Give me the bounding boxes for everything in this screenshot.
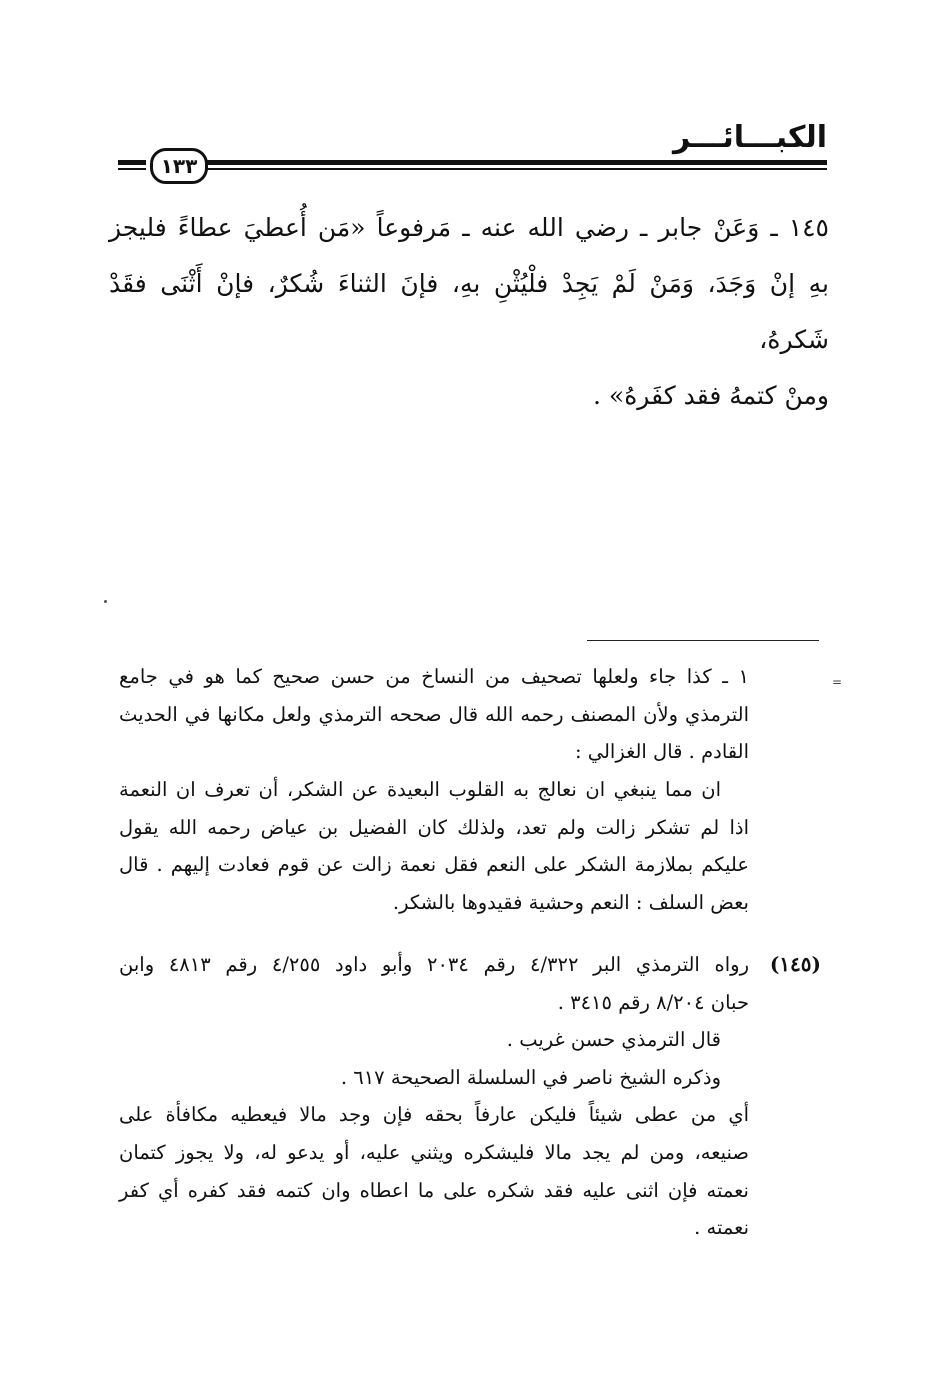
footnote-line: حبان ٨/٢٠٤ رقم ٣٤١٥ . xyxy=(557,990,749,1014)
footnote-separator xyxy=(587,640,819,641)
footnote-line: نعمته فإن اثنى عليه فقد شكره على ما اعطاه وان كتمه فقد كفره أي كفر xyxy=(119,1178,749,1202)
page-number-badge: ١٣٣ xyxy=(150,148,208,184)
footnote-line: عليكم بملازمة الشكر على النعم فقل نعمة زالت عن قوم فعادت إليهم . قال xyxy=(119,853,749,877)
footnote-line: ان مما ينبغي ان نعالج به القلوب البعيدة عن الشكر، أن تعرف ان النعمة xyxy=(119,778,721,801)
header-rule xyxy=(205,160,827,170)
footnote-line: نعمته . xyxy=(694,1216,749,1240)
hadith-line: ١٤٥ ـ وَعَنْ جابر ـ رضي الله عنه ـ مَرفوعاً «مَن أُعطيَ عطاءً فليجز xyxy=(109,213,829,242)
stray-dot xyxy=(104,600,107,603)
ghazali-quote xyxy=(119,771,749,921)
footnote-line: أي من عطى شيئاً فليكن عارفاً بحقه فإن وجد مالا فيعطيه مكافأة على xyxy=(119,1103,749,1127)
footnote-line: القادم . قال الغزالي : xyxy=(574,740,749,764)
footnote-line: اذا لم تشكر زالت ولم تعد، ولذلك كان الفضيل بن عياض رحمه الله يقول xyxy=(119,815,749,839)
footnote-line: رواه الترمذي البر ٤/٣٢٢ رقم ٢٠٣٤ وأبو داود ٤/٢٥٥ رقم ٤٨١٣ وابن xyxy=(119,953,749,976)
footnote-145 xyxy=(119,946,749,1247)
footnote-line: قال الترمذي حسن غريب . xyxy=(506,1028,721,1052)
hadith-line: بهِ إنْ وَجَدَ، وَمَنْ لَمْ يَجِدْ فلْيُثْنِ بهِ، فإنَ الثناءَ شُكرٌ، فإنْ أَثْنَى فقَدْ شَكرهُ، xyxy=(109,269,829,354)
footnote-line: بعض السلف : النعم وحشية فقيدوها بالشكر. xyxy=(392,890,749,914)
footnote-1 xyxy=(119,658,749,771)
running-header-title: الكبـــائـــر xyxy=(673,120,827,155)
footnote-line: صنيعه، ومن لم يجد مالا فليشكره ويثني عليه، أو يدعو له، ولا يجوز كتمان xyxy=(119,1140,749,1164)
hadith-line: ومنْ كتمهُ فقد كفَرهُ» . xyxy=(593,381,829,410)
footnote-line: وذكره الشيخ ناصر في السلسلة الصحيحة ٦١٧ . xyxy=(340,1065,721,1089)
hadith-text xyxy=(109,200,829,424)
margin-mark: = xyxy=(832,675,843,689)
footnote-line: الترمذي ولأن المصنف رحمه الله قال صححه الترمذي ولعل مكانها في الحديث xyxy=(119,702,749,726)
footnote-ref-label: (١٤٥) xyxy=(769,952,821,976)
header-rule-left xyxy=(118,160,146,170)
footnote-line: ١ ـ كذا جاء ولعلها تصحيف من النساخ من حسن صحيح كما هو في جامع xyxy=(119,665,749,688)
